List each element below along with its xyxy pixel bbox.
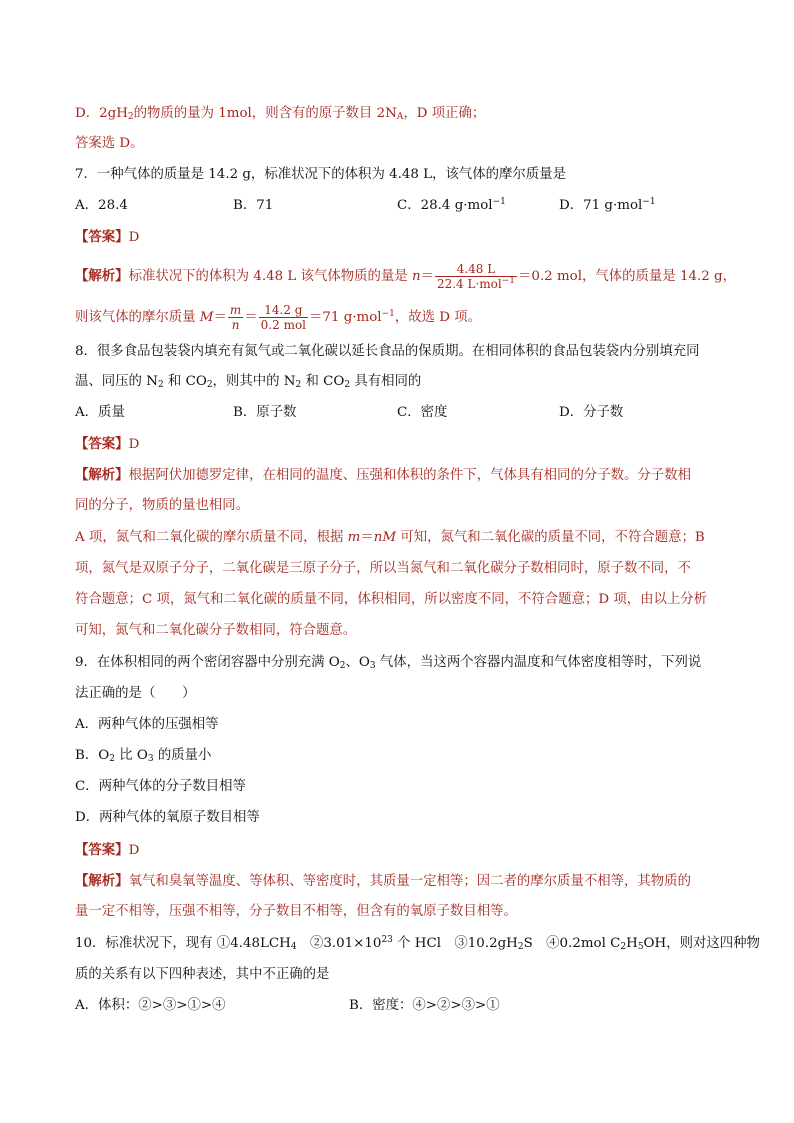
q8-option-c: C．密度 — [397, 405, 448, 420]
prev-answer-line: 答案选 D。 — [75, 136, 144, 151]
q7-explanation-line-2: 则该气体的摩尔质量 M＝ $\frac{m}{n}$ ＝ $\frac{14.2 g}{\text{0.2 mol}}$ ＝71 g·mol$^{-1}$，故选 D 项。 — [75, 303, 482, 332]
q8-answer: 【答案】D — [75, 436, 140, 452]
q7-option-a: A．28.4 — [75, 198, 128, 213]
q9-option-c: C．两种气体的分子数目相等 — [75, 779, 246, 794]
q8-option-d: D．分子数 — [559, 405, 624, 420]
q7-option-c: C．28.4 g·mol$^{-1}$ — [397, 197, 506, 213]
q8-explanation-line-1: 【解析】根据阿伏加德罗定律，在相同的温度、压强和体积的条件下，气体具有相同的分子数。分子数相 — [75, 467, 691, 483]
q8-explanation-line-6: 可知，氮气和二氧化碳分子数相同，符合题意。 — [75, 623, 357, 638]
q8-option-a: A．质量 — [75, 405, 125, 420]
q10-option-a: A．体积：②>③>①>④ — [75, 998, 226, 1013]
q7-explanation-line-1: 【解析】标准状况下的体积为 4.48 L 该气体物质的量是 n＝ $\frac{4.48 L}{22.4 L\cdot mol^{-1}}$ ＝0.2 mol，气体的质量是 14.2 g， — [75, 262, 737, 291]
q10-stem-line-2: 质的关系有以下四种表述，其中不正确的是 — [75, 967, 330, 982]
q9-option-b: B．$O_2$ 比 $O_3$ 的质量小 — [75, 748, 212, 764]
prev-option-d-explanation: D．$2gH_2$的物质的量为 1mol，则含有的原子数目 $2N_A$，D 项正确； — [75, 106, 486, 122]
q7-answer: 【答案】D — [75, 229, 140, 245]
q10-option-b: B．密度：④>②>③>① — [349, 998, 500, 1013]
q7-option-d: D．71 g·mol$^{-1}$ — [559, 197, 656, 213]
q7-option-b: B．71 — [233, 198, 274, 213]
q10-stem-line-1: 10．标准状况下，现有 $①4.48LCH_4$ $②3.01\times 10^{23}$ 个 HCl $③10.2gH_2S$ ④0.2mol $C_2H_5OH$，则对这四种物 — [75, 935, 760, 952]
q9-explanation-line-1: 【解析】氧气和臭氧等温度、等体积、等密度时，其质量一定相等；因二者的摩尔质量不相等，其物质的 — [75, 873, 691, 889]
q7-fraction-moles: $\frac{4.48 L}{22.4 L\cdot mol^{-1}}$ — [436, 262, 515, 291]
q8-explanation-line-5: 符合题意；C 项，氮气和二氧化碳的质量不同，体积相同，所以密度不同，不符合题意；D 项，由以上分析 — [75, 592, 708, 607]
q9-option-a: A．两种气体的压强相等 — [75, 717, 219, 732]
q9-explanation-line-2: 量一定不相等，压强不相等，分子数目不相等，但含有的氧原子数目相等。 — [75, 904, 517, 919]
q9-stem-line-1: 9．在体积相同的两个密闭容器中分别充满 $O_2$、$O_3$ 气体，当这两个容器内温度和气体密度相等时，下列说 — [75, 655, 702, 671]
q7-fraction-molar-mass: $\frac{14.2 g}{\text{0.2 mol}}$ — [260, 303, 307, 332]
q8-explanation-line-3: A 项，氮气和二氧化碳的摩尔质量不同，根据 m＝nM 可知，氮气和二氧化碳的质量不同，不符合题意；B — [75, 530, 705, 545]
q8-option-b: B．原子数 — [233, 405, 297, 420]
q9-answer: 【答案】D — [75, 842, 140, 858]
q7-stem: 7．一种气体的质量是 14.2 g，标准状况下的体积为 4.48 L，该气体的摩尔质量是 — [75, 167, 566, 182]
q9-option-d: D．两种气体的氧原子数目相等 — [75, 810, 260, 825]
q8-stem-line-1: 8．很多食品包装袋内填充有氮气或二氧化碳以延长食品的保质期。在相同体积的食品包装袋内分别填充同 — [75, 344, 700, 359]
q9-stem-line-2: 法正确的是（ ） — [75, 686, 196, 701]
q8-stem-line-2: 温、同压的 $N_2$ 和 $CO_2$，则其中的 $N_2$ 和 $CO_2$ 具有相同的 — [75, 374, 422, 390]
q8-explanation-line-2: 同的分子，物质的量也相同。 — [75, 498, 250, 513]
q7-fraction-m-over-n: $\frac{m}{n}$ — [229, 303, 242, 332]
q8-explanation-line-4: 项，氮气是双原子分子，二氧化碳是三原子分子，所以当氮气和二氧化碳分子数相同时，原子数不同，不 — [75, 561, 691, 576]
